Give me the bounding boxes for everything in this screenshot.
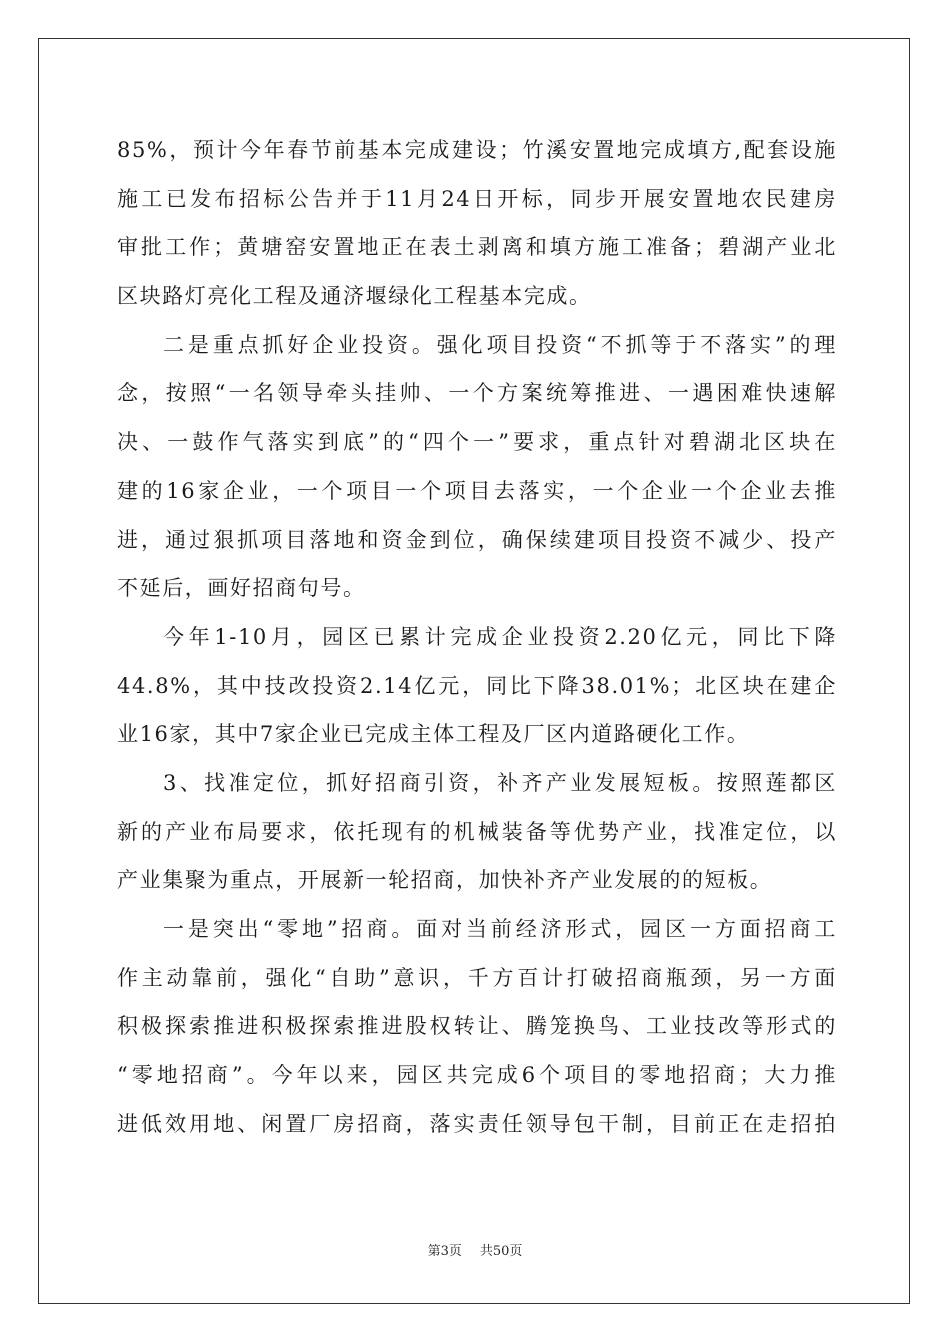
text-line: 决、一鼓作气落实到底”的“四个一”要求，重点针对碧湖北区块在: [117, 430, 837, 455]
text-line: 作主动靠前，强化“自助”意识，千方百计打破招商瓶颈，另一方面: [117, 965, 837, 990]
paragraph-first-line: 一是突出“零地”招商。面对当前经济形式，园区一方面招商工: [163, 917, 837, 941]
text-line: 进低效用地、闲置厂房招商，落实责任领导包干制，目前正在走招拍: [117, 1111, 837, 1136]
text-line: 建的16家企业，一个项目一个项目去落实，一个企业一个企业去推: [117, 478, 837, 503]
text-line: 施工已发布招标公告并于11月24日开标，同步开展安置地农民建房: [117, 186, 837, 211]
page-number: 第3页: [427, 1244, 462, 1259]
paragraph-first-line: 今年1-10月，园区已累计完成企业投资2.20亿元，同比下降: [163, 624, 837, 649]
text-line: 44.8%，其中技改投资2.14亿元，同比下降38.01%；北区块在建企: [117, 673, 837, 698]
text-line: 85%，预计今年春节前基本完成建设；竹溪安置地完成填方,配套设施: [117, 138, 837, 162]
text-line: 不延后，画好招商句号。: [117, 576, 366, 601]
text-line: “零地招商”。今年以来，园区共完成6个项目的零地招商；大力推: [117, 1063, 837, 1088]
text-line: 区块路灯亮化工程及通济堰绿化工程基本完成。: [117, 284, 592, 309]
text-line: 产业集聚为重点，开展新一轮招商，加快补齐产业发展的的短板。: [117, 868, 773, 893]
text-line: 进，通过狠抓项目落地和资金到位，确保续建项目投资不减少、投产: [117, 527, 837, 552]
text-line: 业16家，其中7家企业已完成主体工程及厂区内道路硬化工作。: [117, 722, 750, 747]
document-body: [117, 126, 837, 1148]
text-line: 积极探索推进积极探索推进股权转让、腾笼换鸟、工业技改等形式的: [117, 1014, 837, 1039]
text-line: 新的产业布局要求，依托现有的机械装备等优势产业，找准定位，以: [117, 819, 837, 844]
paragraph-first-line: 3、找准定位，抓好招商引资，补齐产业发展短板。按照莲都区: [163, 770, 837, 795]
page-total: 共50页: [479, 1244, 523, 1259]
text-line: 念，按照“一名领导牵头挂帅、一个方案统筹推进、一遇困难快速解: [117, 381, 837, 406]
page-footer: [0, 1240, 950, 1259]
text-line: 审批工作；黄塘窑安置地正在表土剥离和填方施工准备；碧湖产业北: [117, 235, 837, 260]
paragraph-first-line: 二是重点抓好企业投资。强化项目投资“不抓等于不落实”的理: [163, 332, 837, 357]
